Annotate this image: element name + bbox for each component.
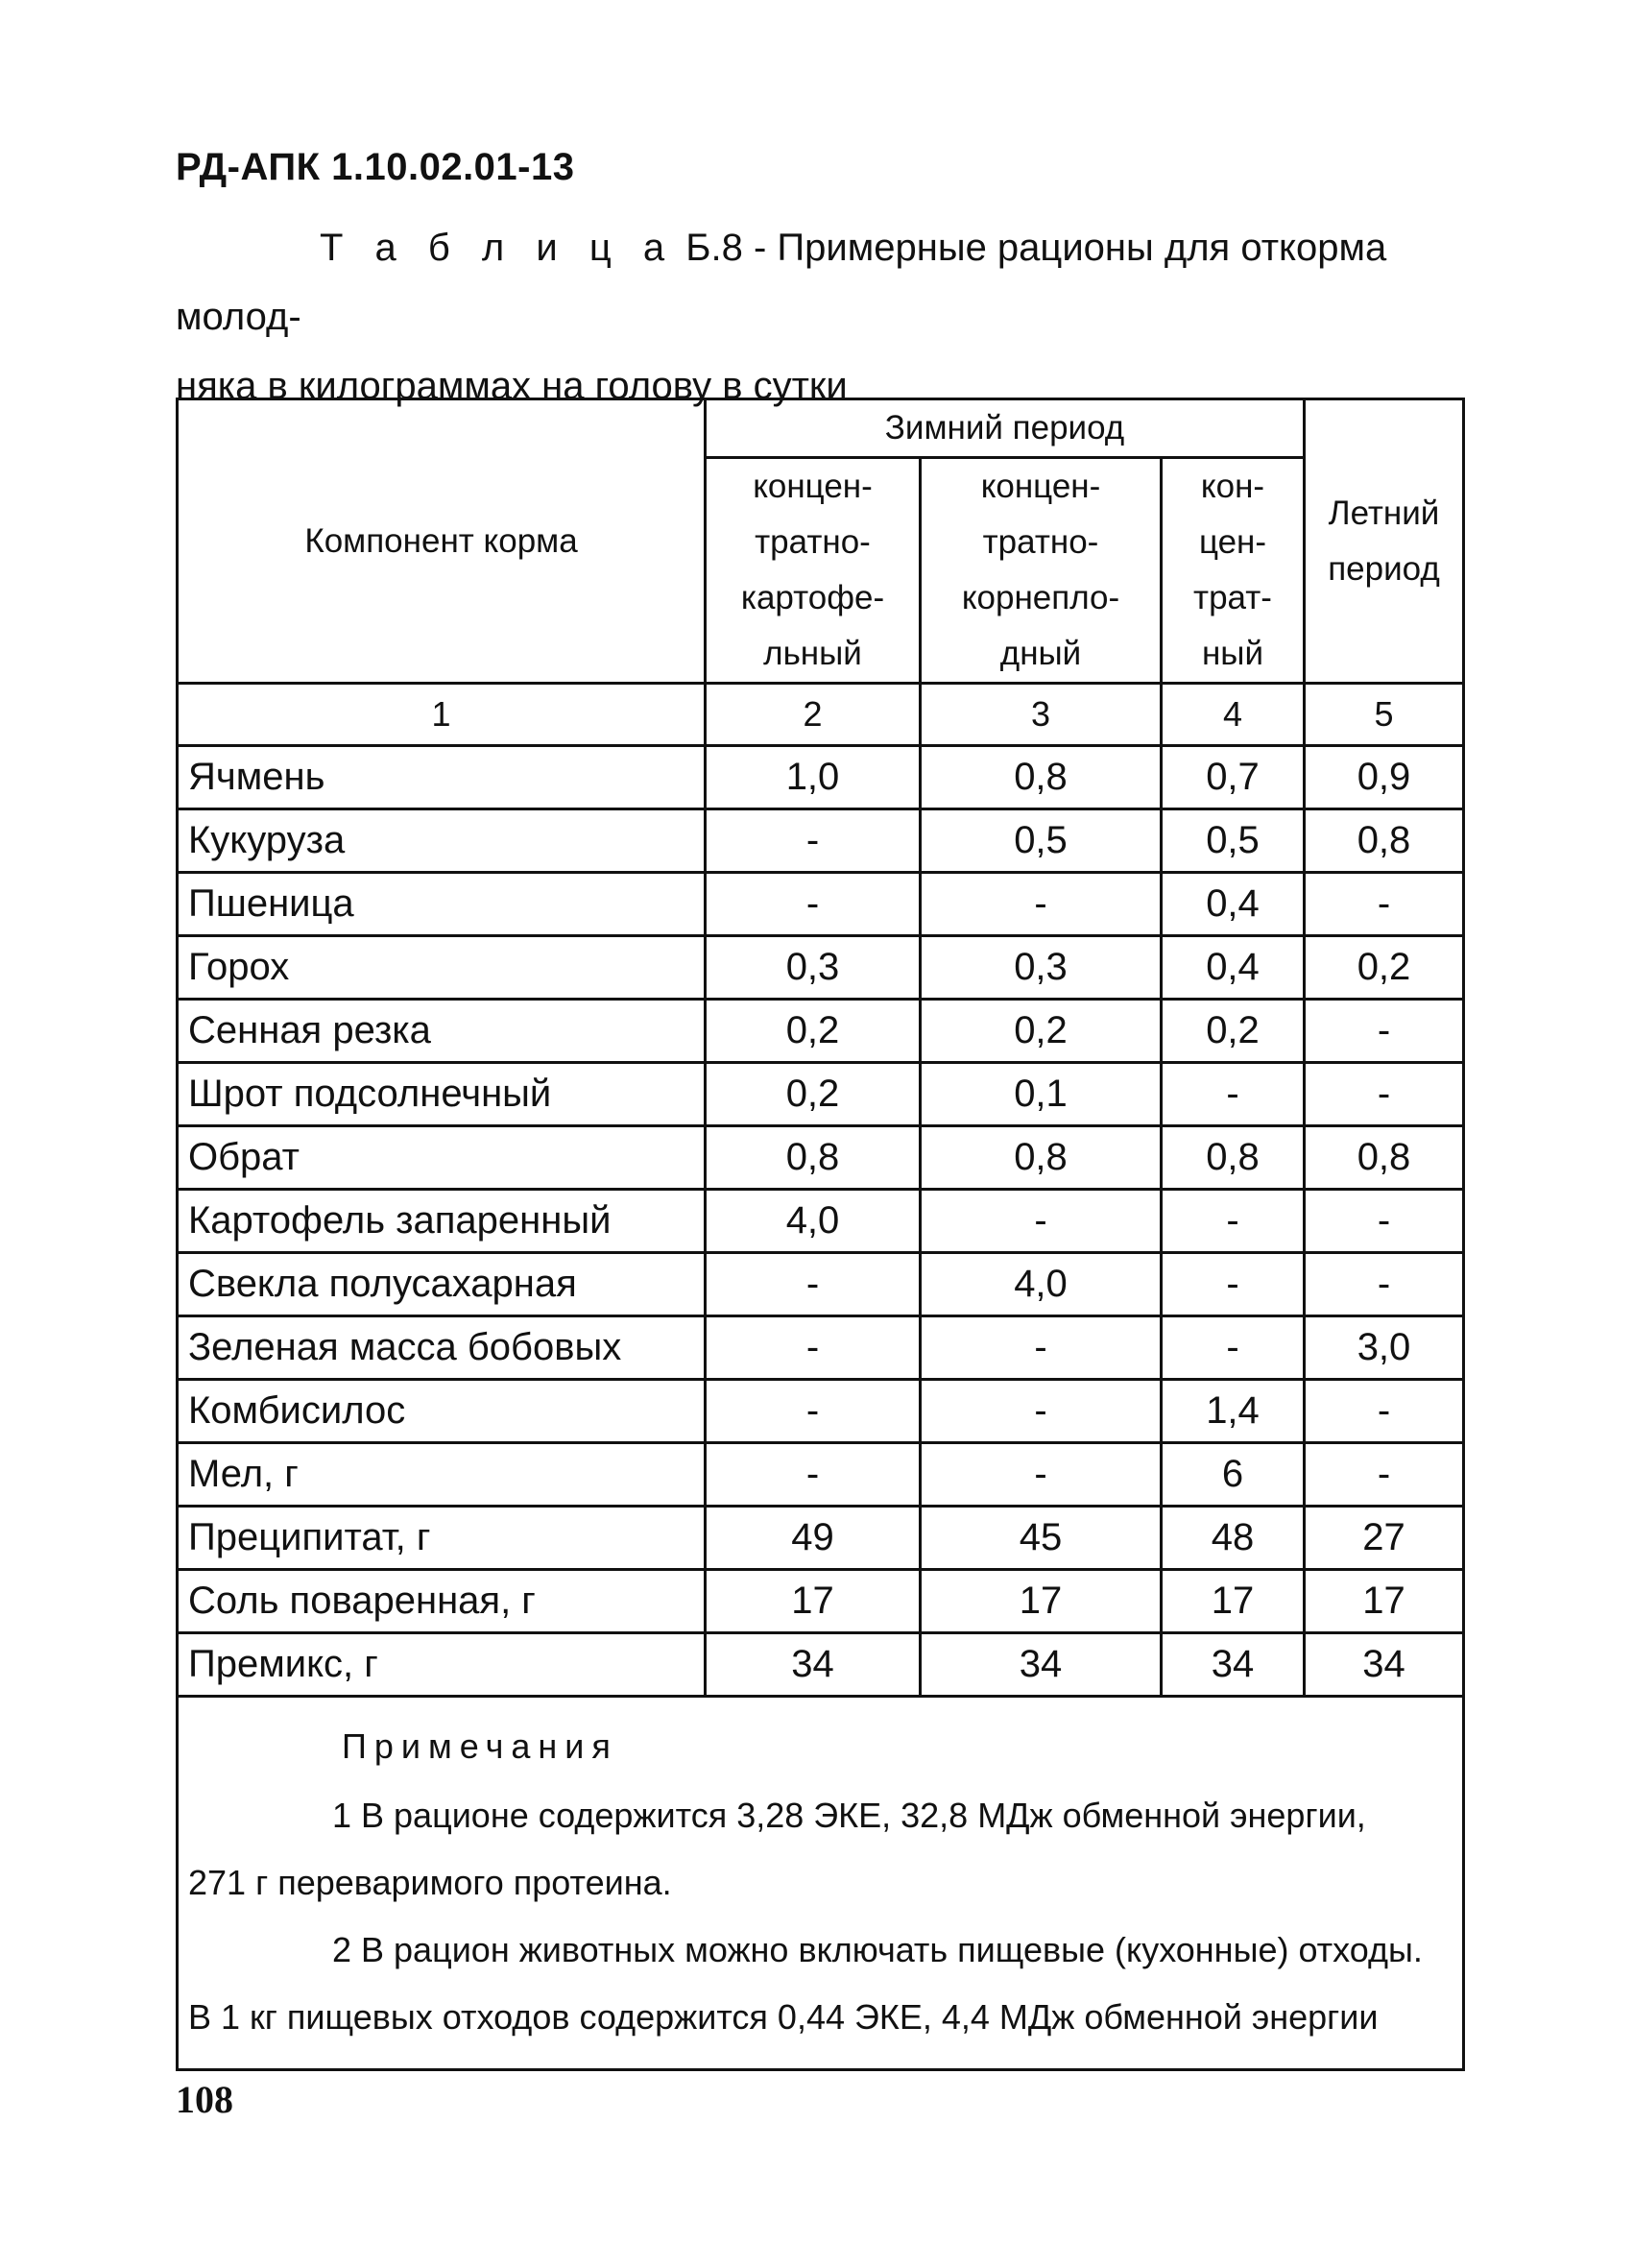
value-cell: - [706,809,921,873]
value-cell: 34 [706,1633,921,1697]
value-cell: 1,4 [1162,1380,1305,1443]
note-1-line2: 271 г переваримого протеина. [188,1863,672,1902]
value-cell: - [921,1316,1162,1380]
header-component: Компонент корма [178,399,706,684]
value-cell: - [921,1443,1162,1507]
page-number: 108 [176,2078,233,2121]
value-cell: 17 [1162,1570,1305,1633]
value-cell: 0,8 [706,1126,921,1190]
table-caption [176,213,1453,421]
component-name: Сенная резка [178,1000,706,1063]
value-cell: 0,2 [706,1000,921,1063]
value-cell: 0,2 [1162,1000,1305,1063]
column-number: 3 [921,684,1162,746]
table-row [178,873,1464,936]
value-cell: 17 [921,1570,1162,1633]
value-cell: 4,0 [921,1253,1162,1316]
note-1 [188,1782,1454,1917]
note-2-line2: В 1 кг пищевых отходов содержится 0,44 ЭКЕ, 4,4 МДж обменной энергии [188,1997,1379,2037]
value-cell: - [706,1443,921,1507]
header-summer-line: период [1328,549,1440,588]
value-cell: - [706,873,921,936]
value-cell: - [706,1380,921,1443]
value-cell: - [1305,1443,1464,1507]
note-2 [188,1917,1454,2051]
value-cell: - [921,873,1162,936]
value-cell: 0,3 [921,936,1162,1000]
header-winter-concentrate [1162,458,1305,684]
value-cell: - [1162,1316,1305,1380]
value-cell: - [1305,1000,1464,1063]
value-cell: 45 [921,1507,1162,1570]
component-name: Пшеница [178,873,706,936]
caption-text-line1: Б.8 - Примерные рационы для откорма молод- [176,227,1387,338]
table-row [178,746,1464,809]
value-cell: 0,2 [1305,936,1464,1000]
value-cell: 0,5 [1162,809,1305,873]
header-line: корнепло- [961,579,1120,616]
table-row [178,1253,1464,1316]
caption-label: Т а б л и ц а [320,227,676,269]
value-cell: 0,5 [921,809,1162,873]
header-winter-period: Зимний период [706,399,1305,458]
value-cell: 0,4 [1162,936,1305,1000]
value-cell: 0,8 [1305,1126,1464,1190]
value-cell: 1,0 [706,746,921,809]
value-cell: 0,2 [706,1063,921,1126]
value-cell: 0,8 [921,746,1162,809]
header-line: дный [999,635,1082,672]
value-cell: - [1305,1253,1464,1316]
header-summer-period [1305,399,1464,684]
value-cell: 34 [1305,1633,1464,1697]
notes-cell [178,1697,1464,2070]
note-2-line1: 2 В рацион животных можно включать пищевые (кухонные) отходы. [332,1930,1423,1969]
column-number: 1 [178,684,706,746]
header-line: тратно- [755,523,871,561]
ration-table [176,398,1465,2071]
component-name: Кукуруза [178,809,706,873]
header-line: тратно- [982,523,1099,561]
header-winter-rootcrop [921,458,1162,684]
component-name: Зеленая масса бобовых [178,1316,706,1380]
table-row [178,1380,1464,1443]
value-cell: 3,0 [1305,1316,1464,1380]
table-row [178,1443,1464,1507]
table-row [178,1063,1464,1126]
ration-table-body [178,746,1464,1697]
value-cell: 0,7 [1162,746,1305,809]
table-row [178,1633,1464,1697]
column-number: 4 [1162,684,1305,746]
value-cell: - [1162,1190,1305,1253]
document-code: РД-АПК 1.10.02.01-13 [176,146,575,188]
value-cell: - [706,1253,921,1316]
value-cell: 0,9 [1305,746,1464,809]
note-1-line1: 1 В рационе содержится 3,28 ЭКЕ, 32,8 МДж обменной энергии, [332,1796,1366,1835]
value-cell: - [1305,1380,1464,1443]
value-cell: 6 [1162,1443,1305,1507]
table-row [178,1316,1464,1380]
column-number: 2 [706,684,921,746]
value-cell: - [921,1190,1162,1253]
column-number: 5 [1305,684,1464,746]
value-cell: 34 [921,1633,1162,1697]
header-line: кон- [1200,468,1265,505]
component-name: Горох [178,936,706,1000]
header-line: концен- [980,468,1101,505]
component-name: Преципитат, г [178,1507,706,1570]
component-name: Ячмень [178,746,706,809]
header-line: ный [1201,635,1264,672]
value-cell: 48 [1162,1507,1305,1570]
table-row [178,1000,1464,1063]
value-cell: 4,0 [706,1190,921,1253]
table-row [178,1507,1464,1570]
value-cell: - [921,1380,1162,1443]
value-cell: 17 [1305,1570,1464,1633]
header-line: льный [763,635,862,672]
component-name: Соль поваренная, г [178,1570,706,1633]
value-cell: 17 [706,1570,921,1633]
header-line: картофе- [740,579,885,616]
value-cell: 0,4 [1162,873,1305,936]
value-cell: 0,2 [921,1000,1162,1063]
component-name: Обрат [178,1126,706,1190]
value-cell: - [706,1316,921,1380]
component-name: Картофель запаренный [178,1190,706,1253]
header-line: трат- [1193,579,1272,616]
value-cell: - [1305,873,1464,936]
table-row [178,1570,1464,1633]
value-cell: 0,8 [921,1126,1162,1190]
caption-text-line2: няка в килограммах на голову в сутки [176,365,848,407]
table-row [178,1190,1464,1253]
header-line: цен- [1198,523,1267,561]
table-row [178,1126,1464,1190]
value-cell: - [1162,1063,1305,1126]
value-cell: - [1305,1190,1464,1253]
value-cell: 0,8 [1162,1126,1305,1190]
component-name: Комбисилос [178,1380,706,1443]
component-name: Шрот подсолнечный [178,1063,706,1126]
component-name: Премикс, г [178,1633,706,1697]
component-name: Мел, г [178,1443,706,1507]
header-winter-potato [706,458,921,684]
value-cell: 27 [1305,1507,1464,1570]
value-cell: 49 [706,1507,921,1570]
value-cell: - [1162,1253,1305,1316]
table-row [178,809,1464,873]
value-cell: - [1305,1063,1464,1126]
table-row [178,936,1464,1000]
notes-title: Примечания [342,1726,618,1766]
component-name: Свекла полусахарная [178,1253,706,1316]
value-cell: 0,3 [706,936,921,1000]
value-cell: 0,1 [921,1063,1162,1126]
header-summer-line: Летний [1328,494,1440,532]
header-line: концен- [753,468,873,505]
value-cell: 0,8 [1305,809,1464,873]
value-cell: 34 [1162,1633,1305,1697]
